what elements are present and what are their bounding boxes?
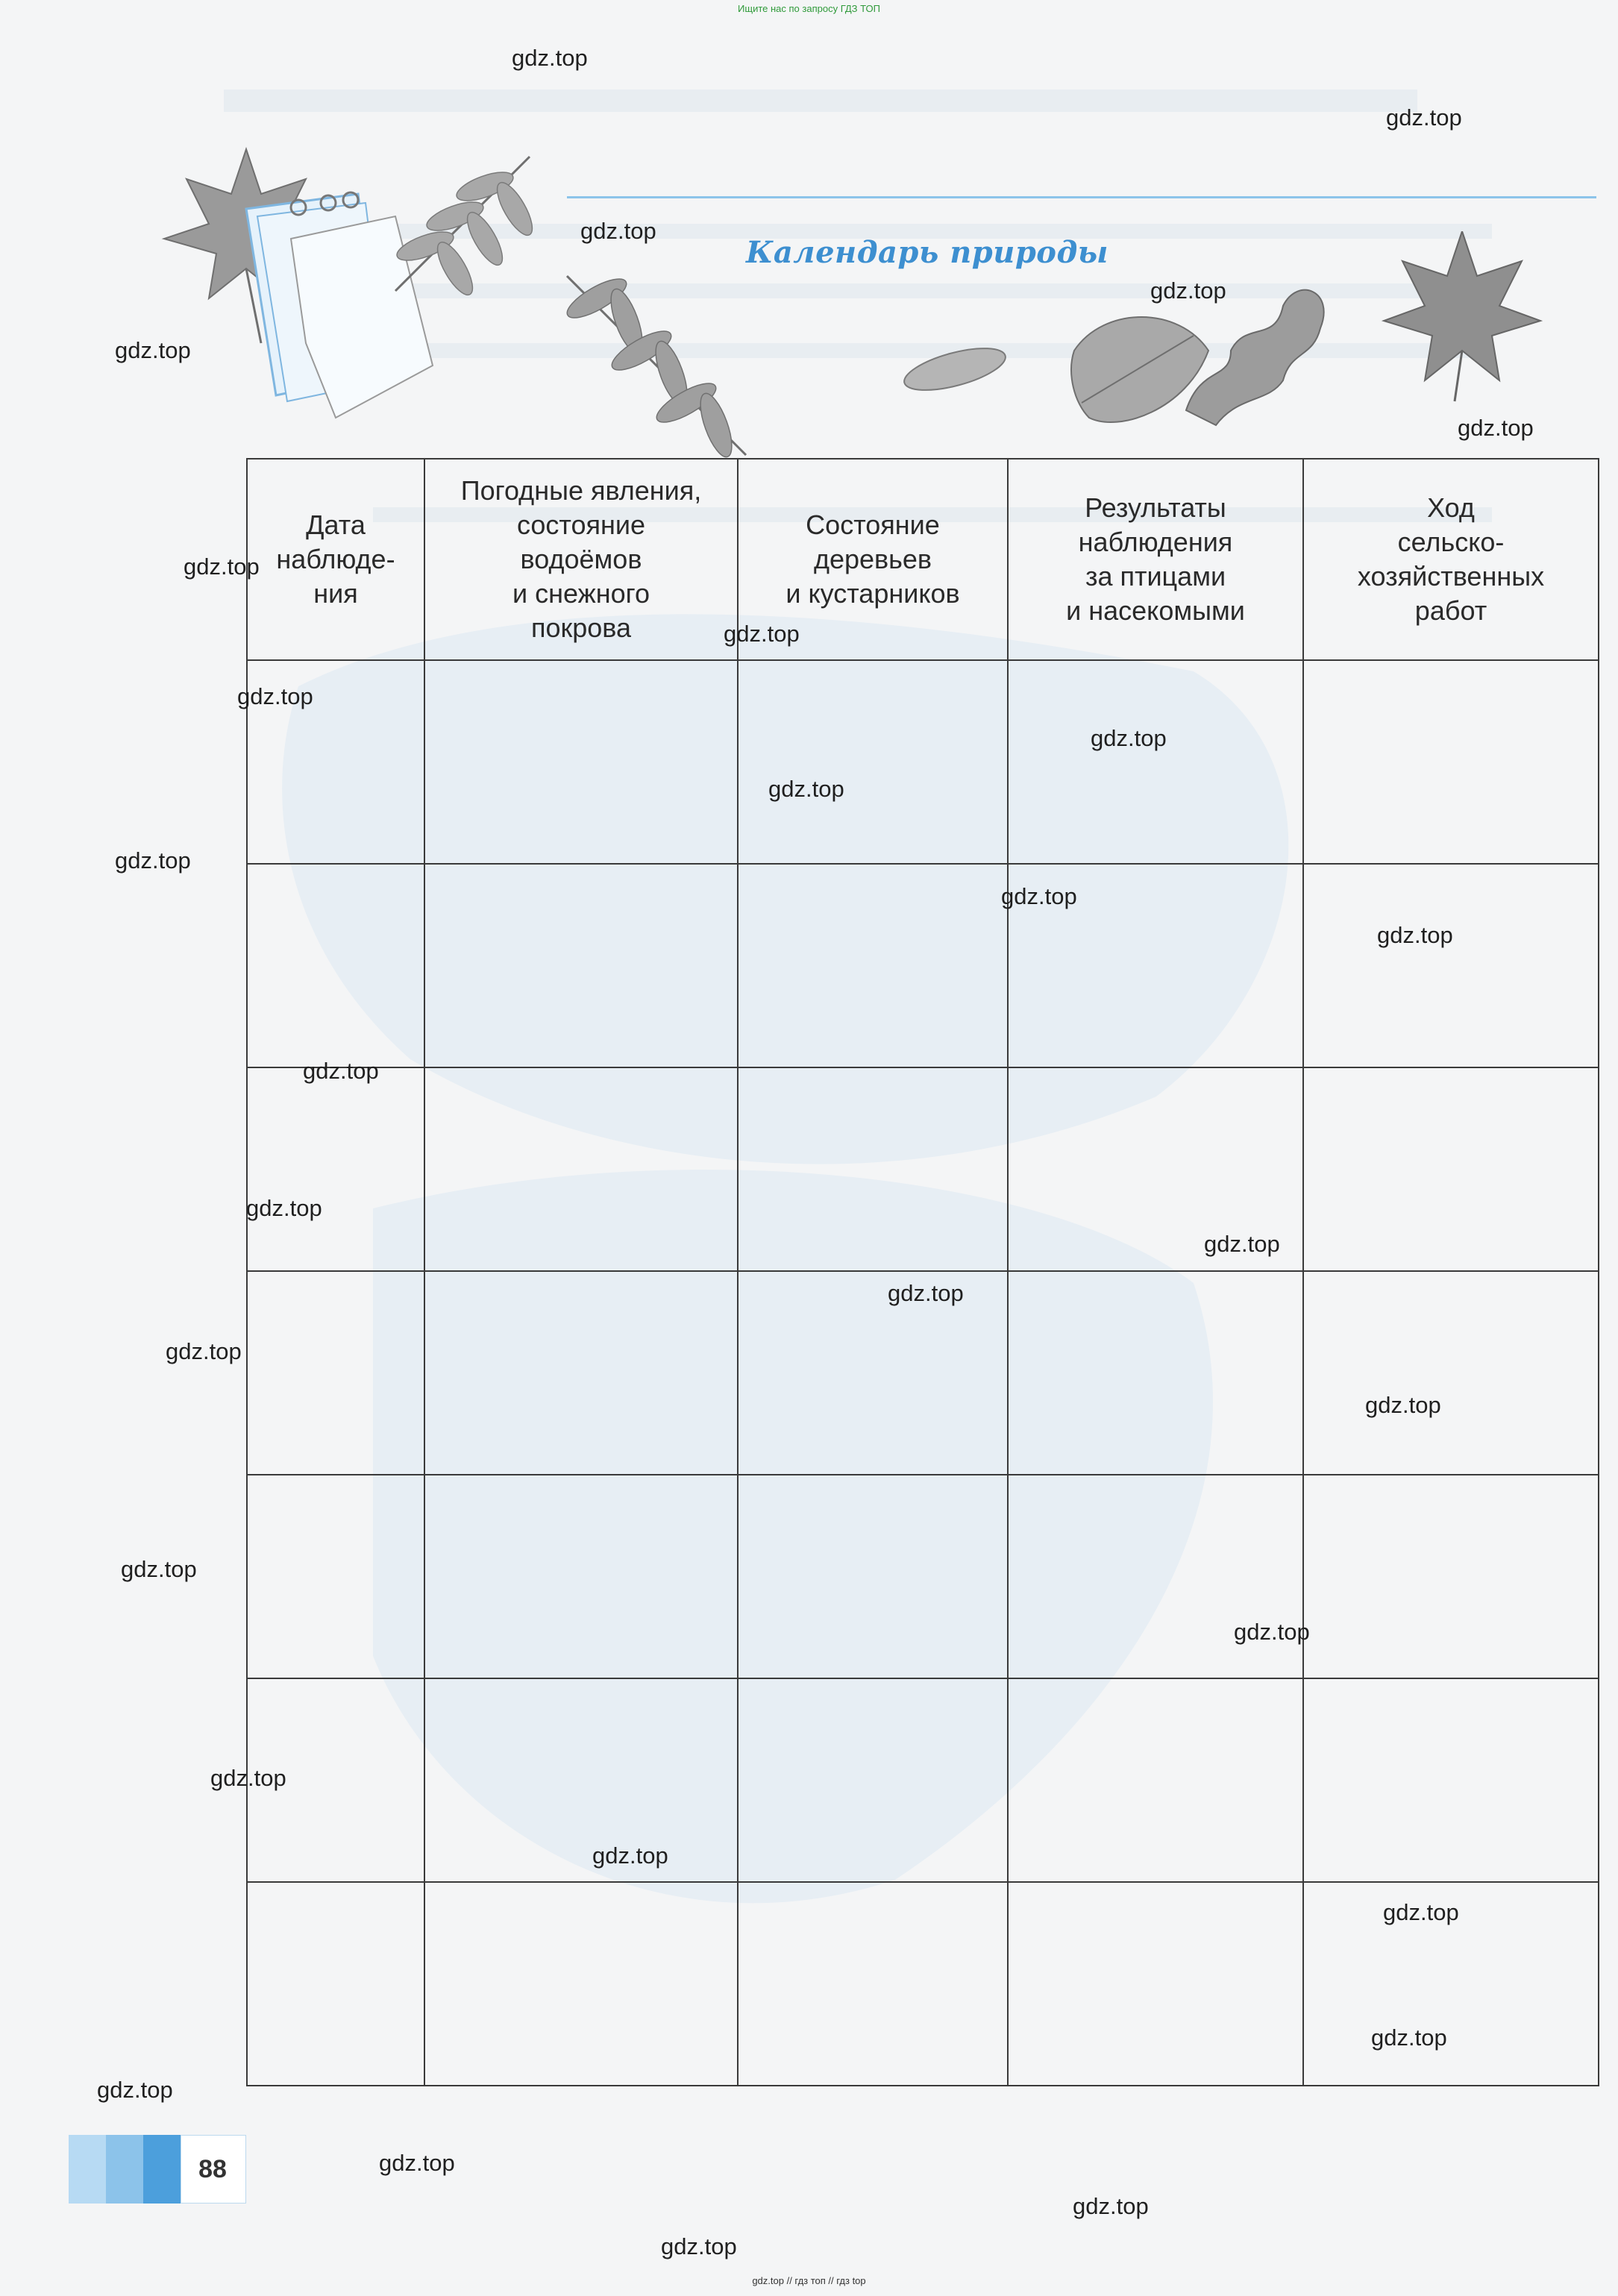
table-cell[interactable] [738, 1882, 1008, 2086]
top-note: Ищите нас по запросу ГДЗ ТОП [738, 3, 880, 14]
table-cell[interactable] [424, 1067, 738, 1271]
watermark: gdz.top [166, 1338, 242, 1364]
table-row [247, 864, 1599, 1067]
watermark: gdz.top [724, 621, 800, 647]
table-cell[interactable] [1303, 660, 1599, 864]
table-row [247, 660, 1599, 864]
table-cell[interactable] [1303, 1067, 1599, 1271]
page-title: Календарь природы [746, 235, 1109, 270]
table-cell[interactable] [1303, 1678, 1599, 1882]
table-cell[interactable] [738, 1678, 1008, 1882]
watermark: gdz.top [1150, 277, 1226, 304]
table-row [247, 1475, 1599, 1678]
watermark: gdz.top [1458, 415, 1534, 441]
table-cell[interactable] [424, 1475, 738, 1678]
maple-leaf-icon [1380, 231, 1544, 403]
rowan-leaf-icon [562, 272, 746, 461]
header-trees: Состояние деревьев и кустарников [738, 459, 1008, 660]
watermark: gdz.top [1091, 725, 1167, 751]
table-cell[interactable] [424, 864, 738, 1067]
watermark: gdz.top [512, 45, 588, 71]
table-cell[interactable] [247, 1271, 424, 1475]
header-weather: Погодные явления, состояние водоёмов и снежного покрова [424, 459, 738, 660]
nature-calendar-table [246, 458, 1599, 2086]
table-cell[interactable] [1303, 1271, 1599, 1475]
header-birds-insects: Результаты наблюдения за птицами и насекомыми [1008, 459, 1303, 660]
watermark: gdz.top [1204, 1231, 1280, 1257]
table-cell[interactable] [247, 1067, 424, 1271]
watermark: gdz.top [580, 218, 656, 244]
table-cell[interactable] [247, 1475, 424, 1678]
oak-leaf-icon [1186, 290, 1324, 425]
watermark: gdz.top [1001, 883, 1077, 909]
willow-leaf-icon [900, 340, 1010, 399]
watermark: gdz.top [1073, 2193, 1149, 2219]
table-cell[interactable] [738, 1067, 1008, 1271]
table-cell[interactable] [1008, 1678, 1303, 1882]
header-date: Дата наблюде- ния [247, 459, 424, 660]
watermark: gdz.top [1371, 2024, 1447, 2051]
watermark: gdz.top [888, 1280, 964, 1306]
watermark: gdz.top [115, 337, 191, 363]
table-cell[interactable] [1008, 1475, 1303, 1678]
table-row [247, 1067, 1599, 1271]
watermark: gdz.top [115, 847, 191, 873]
table-cell[interactable] [1008, 1271, 1303, 1475]
watermark: gdz.top [379, 2150, 455, 2176]
table-cell[interactable] [1303, 864, 1599, 1067]
header-farm-work: Ход сельско- хозяйственных работ [1303, 459, 1599, 660]
watermark: gdz.top [1383, 1899, 1459, 1925]
table-cell[interactable] [738, 660, 1008, 864]
notepad-icon [246, 192, 433, 418]
rowan-leaf-icon [394, 157, 539, 300]
table-cell[interactable] [1008, 660, 1303, 864]
watermark: gdz.top [661, 2233, 737, 2259]
watermark: gdz.top [237, 683, 313, 709]
table-cell[interactable] [1303, 1475, 1599, 1678]
title-underline [567, 196, 1596, 198]
table-cell[interactable] [424, 1271, 738, 1475]
badge-stripe [106, 2135, 143, 2204]
table-cell[interactable] [424, 660, 738, 864]
watermark: gdz.top [592, 1842, 668, 1869]
watermark: gdz.top [768, 776, 844, 802]
table-cell[interactable] [738, 1271, 1008, 1475]
watermark: gdz.top [1377, 922, 1453, 948]
table-cell[interactable] [1008, 1882, 1303, 2086]
watermark: gdz.top [210, 1765, 286, 1791]
table-header-row [247, 459, 1599, 660]
page-number-badge [69, 2135, 246, 2204]
bottom-note: gdz.top // гдз топ // гдз top [752, 2275, 866, 2286]
watermark: gdz.top [1365, 1392, 1441, 1418]
table-cell[interactable] [738, 1475, 1008, 1678]
table-cell[interactable] [247, 864, 424, 1067]
watermark: gdz.top [97, 2077, 173, 2103]
badge-stripe [143, 2135, 181, 2204]
table-cell[interactable] [424, 1678, 738, 1882]
watermark: gdz.top [1234, 1619, 1310, 1645]
watermark: gdz.top [184, 553, 260, 580]
table-row [247, 1678, 1599, 1882]
badge-stripe [69, 2135, 106, 2204]
table-cell[interactable] [424, 1882, 738, 2086]
table-cell[interactable] [738, 864, 1008, 1067]
watermark: gdz.top [121, 1556, 197, 1582]
table-cell[interactable] [247, 1882, 424, 2086]
page-number: 88 [198, 2155, 227, 2183]
watermark: gdz.top [246, 1195, 322, 1221]
watermark: gdz.top [1386, 104, 1462, 131]
watermark: gdz.top [303, 1058, 379, 1084]
